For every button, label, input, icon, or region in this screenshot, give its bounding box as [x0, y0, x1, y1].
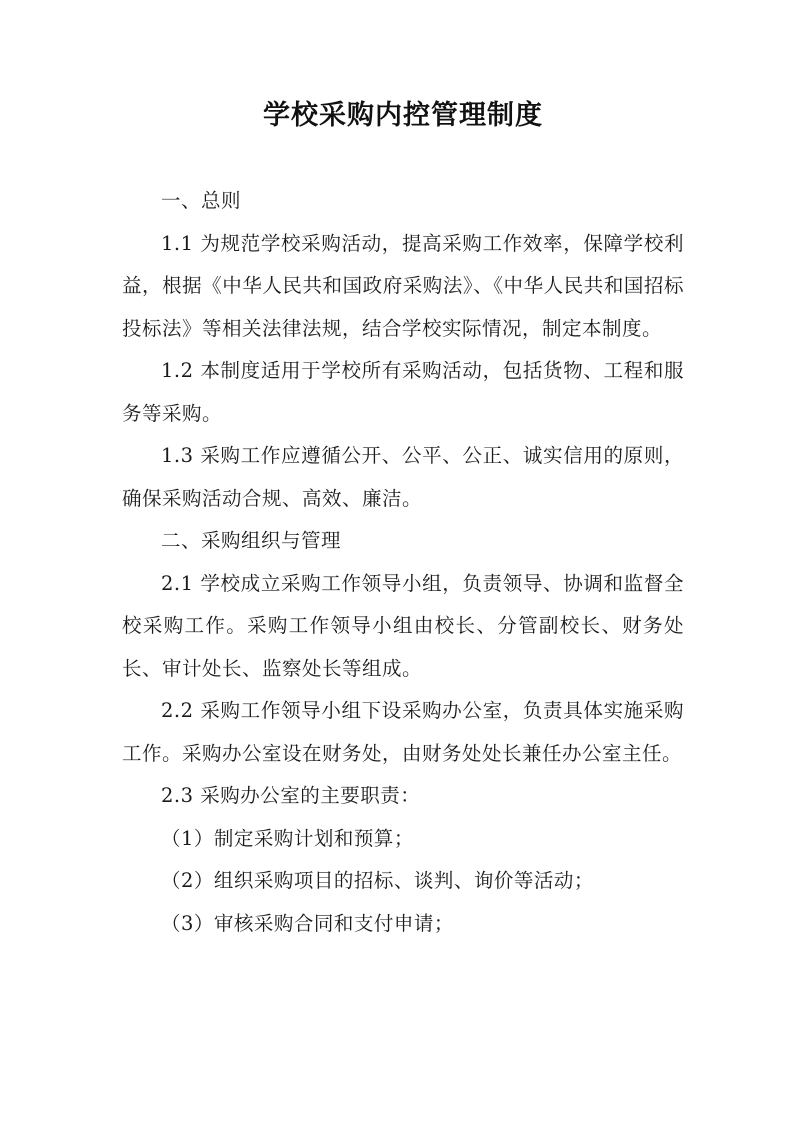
clause-1-1: 1.1 为规范学校采购活动，提高采购工作效率，保障学校利益，根据《中华人民共和国政府采购法》、《中华人民共和国招标投标法》等相关法律法规，结合学校实际情况，制定本制度。 [122, 231, 684, 340]
clause-2-1: 2.1 学校成立采购工作领导小组，负责领导、协调和监督全校采购工作。采购工作领导小组由校长、分管副校长、财务处长、审计处长、监察处长等组成。 [122, 571, 684, 680]
document-title: 学校采购内控管理制度 [263, 100, 543, 131]
duty-item-2: （2）组织采购项目的招标、谈判、询价等活动； [161, 869, 594, 892]
section-heading-general: 一、总则 [161, 189, 242, 212]
document-body [122, 180, 684, 945]
clause-2-2: 2.2 采购工作领导小组下设采购办公室，负责具体实施采购工作。采购办公室设在财务处，由财务处处长兼任办公室主任。 [122, 699, 684, 765]
clause-1-3: 1.3 采购工作应遵循公开、公平、公正、诚实信用的原则，确保采购活动合规、高效、廉洁。 [122, 444, 684, 510]
duty-item-1: （1）制定采购计划和预算； [161, 826, 414, 850]
clause-2-3: 2.3 采购办公室的主要职责： [161, 784, 421, 807]
clause-1-2: 1.2 本制度适用于学校所有采购活动，包括货物、工程和服务等采购。 [122, 359, 684, 425]
section-heading-organization: 二、采购组织与管理 [161, 529, 342, 552]
duty-item-3: （3）审核采购合同和支付申请； [161, 911, 454, 935]
